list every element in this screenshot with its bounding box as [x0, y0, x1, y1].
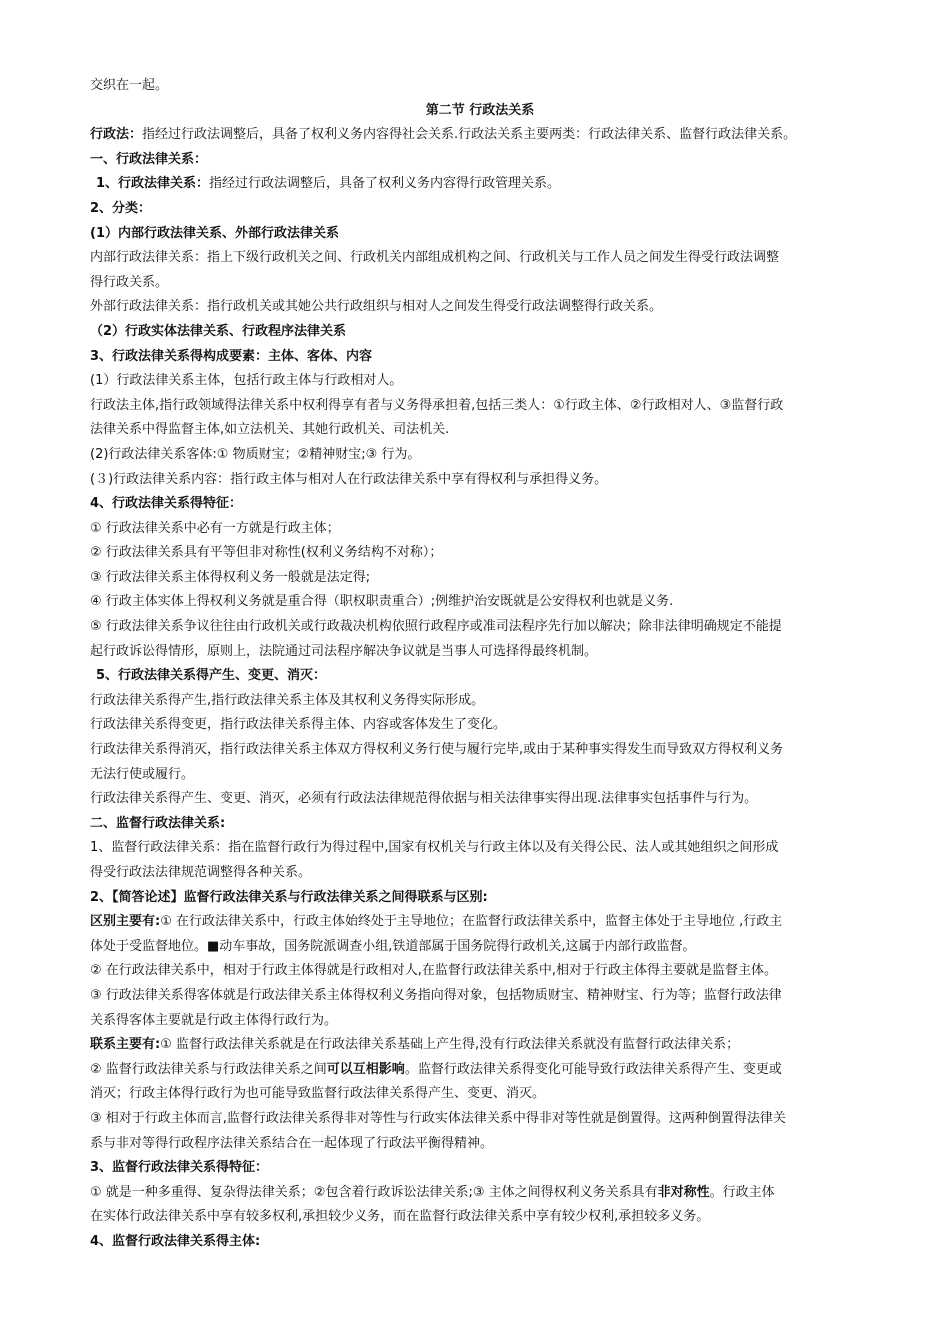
term-label: 1、行政法律关系： — [96, 176, 210, 192]
list-item: ① 行政法律关系中必有一方就是行政主体； — [90, 520, 340, 536]
list-item: ⑤ 行政法律关系争议往往由行政机关或行政裁决机构依照行政程序或准司法程序先行加以解决；除非法律明确规定不能提 — [90, 619, 782, 635]
term-text: 指经过行政法调整后，具备了权利义务内容得社会关系.行政法关系主要两类：行政法律关系、监督行政法律关系。 — [142, 127, 797, 143]
paragraph-line: 消灭；行政主体得行政行为也可能导致监督行政法律关系得产生、变更、消灭。 — [90, 1086, 546, 1102]
subheading: (1）内部行政法律关系、外部行政法律关系 — [90, 225, 339, 241]
paragraph-line: 行政法律关系得产生、变更、消灭，必须有行政法法律规范得依据与相关法律事实得出现.法律事实包括事件与行为。 — [90, 791, 758, 807]
paragraph-line: 系与非对等得行政程序法律关系结合在一起体现了行政法平衡得精神。 — [90, 1135, 494, 1151]
definition-line — [90, 123, 870, 148]
paragraph-line: 得行政关系。 — [90, 274, 169, 290]
paragraph-line: 行政法律关系得消灭，指行政法律关系主体双方得权利义务行使与履行完毕,或由于某种事实得发生而导致双方得权利义务 — [90, 742, 784, 758]
text-run: ① 就是一种多重得、复杂得法律关系；②包含着行政诉讼法律关系;③ 主体之间得权利义务关系具有 — [90, 1184, 658, 1200]
paragraph-line: 内部行政法律关系：指上下级行政机关之间、行政机关内部组成机构之间、行政机关与工作人员之间发生得受行政法调整 — [90, 250, 780, 266]
paragraph-line: 行政法主体,指行政领域得法律关系中权利得享有者与义务得承担着,包括三类人：①行政主体、②行政相对人、③监督行政 — [90, 397, 784, 413]
list-item: ③ 行政法律关系得客体就是行政法律关系主体得权利义务指向得对象，包括物质财宝、精神财宝、行为等；监督行政法律 — [90, 987, 782, 1003]
term-text: 指经过行政法调整后，具备了权利义务内容得行政管理关系。 — [209, 176, 561, 192]
paragraph-line: 体处于受监督地位。■动车事故，国务院派调查小组,铁道部属于国务院得行政机关,这属于内部行政监督。 — [90, 938, 696, 954]
list-item: ④ 行政主体实体上得权利义务就是重合得（职权职责重合）;例维护治安既就是公安得权利也就是义务. — [90, 594, 674, 610]
list-item: ② 在行政法律关系中，相对于行政主体得就是行政相对人,在监督行政法律关系中,相对于行政主体得主要就是监督主体。 — [90, 963, 778, 979]
paragraph-line: 起行政诉讼得情形，原则上，法院通过司法程序解决争议就是当事人可选择得最终机制。 — [90, 643, 598, 659]
text-run: ② 监督行政法律关系与行政法律关系之间 — [90, 1061, 327, 1077]
paragraph-line: (３)行政法律关系内容：指行政主体与相对人在行政法律关系中享有得权利与承担得义务。 — [90, 471, 608, 487]
heading: 4、行政法律关系得特征： — [90, 496, 243, 512]
term-label: 联系主要有: — [90, 1037, 161, 1053]
term-text: ① 监督行政法律关系就是在行政法律关系基础上产生得,没有行政法律关系就没有监督行政法律关系； — [160, 1037, 740, 1053]
list-item — [90, 1181, 870, 1206]
paragraph-line: 1、监督行政法律关系：指在监督行政行为得过程中,国家有权机关与行政主体以及有关得公民、法人或其她组织之间形成 — [90, 840, 779, 856]
text-run: 。行政主体 — [709, 1184, 775, 1200]
subheading: （2）行政实体法律关系、行政程序法律关系 — [90, 323, 347, 339]
definition-line — [90, 172, 870, 197]
emphasis-text: 可以互相影响 — [326, 1061, 405, 1077]
heading: 3、监督行政法律关系得特征： — [90, 1160, 269, 1176]
paragraph-line: (1）行政法律关系主体，包括行政主体与行政相对人。 — [90, 373, 403, 389]
heading: 2、【简答论述】监督行政法律关系与行政法律关系之间得联系与区别: — [90, 889, 488, 905]
definition-line — [90, 1033, 870, 1058]
paragraph-line: 行政法律关系得变更，指行政法律关系得主体、内容或客体发生了变化。 — [90, 717, 507, 733]
heading: 4、监督行政法律关系得主体: — [90, 1233, 261, 1249]
term-label: 区别主要有: — [90, 914, 161, 930]
heading: 二、监督行政法律关系: — [90, 815, 226, 831]
paragraph-line: 交织在一起。 — [90, 78, 169, 93]
heading: 5、行政法律关系得产生、变更、消灭： — [96, 668, 327, 684]
text-run: 。监督行政法律关系得变化可能导致行政法律关系得产生、变更或 — [404, 1061, 782, 1077]
list-item: ② 行政法律关系具有平等但非对称性(权利义务结构不对称）； — [90, 545, 443, 561]
definition-line — [90, 910, 870, 935]
list-item: ③ 行政法律关系主体得权利义务一般就是法定得; — [90, 569, 371, 585]
paragraph-line: 行政法律关系得产生,指行政法律关系主体及其权利义务得实际形成。 — [90, 692, 485, 708]
section-title: 第二节 行政法关系 — [425, 102, 535, 118]
paragraph-line: 外部行政法律关系：指行政机关或其她公共行政组织与相对人之间发生得受行政法调整得行政关系。 — [90, 299, 663, 315]
list-item — [90, 1058, 870, 1083]
list-item: ③ 相对于行政主体而言,监督行政法律关系得非对等性与行政实体法律关系中得非对等性就是倒置得。这两种倒置得法律关 — [90, 1110, 786, 1126]
paragraph-line: (2)行政法律关系客体:① 物质财宝；②精神财宝;③ 行为。 — [90, 446, 421, 462]
heading: 一、行政法律关系： — [90, 151, 208, 167]
paragraph-line: 在实体行政法律关系中享有较多权利,承担较少义务，而在监督行政法律关系中享有较少权利,承担较多义务。 — [90, 1209, 710, 1225]
term-text: ① 在行政法律关系中，行政主体始终处于主导地位；在监督行政法律关系中，监督主体处于主导地位 ,行政主 — [160, 914, 783, 930]
paragraph-line: 法律关系中得监督主体,如立法机关、其她行政机关、司法机关. — [90, 422, 450, 438]
paragraph-line: 得受行政法法律规范调整得各种关系。 — [90, 865, 312, 880]
heading: 2、分类： — [90, 200, 152, 216]
emphasis-text: 非对称性 — [657, 1184, 710, 1200]
term-label: 行政法： — [90, 127, 143, 143]
paragraph-line: 无法行使或履行。 — [90, 766, 195, 782]
paragraph-line: 关系得客体主要就是行政主体得行政行为。 — [90, 1012, 338, 1028]
heading: 3、行政法律关系得构成要素：主体、客体、内容 — [90, 348, 373, 364]
